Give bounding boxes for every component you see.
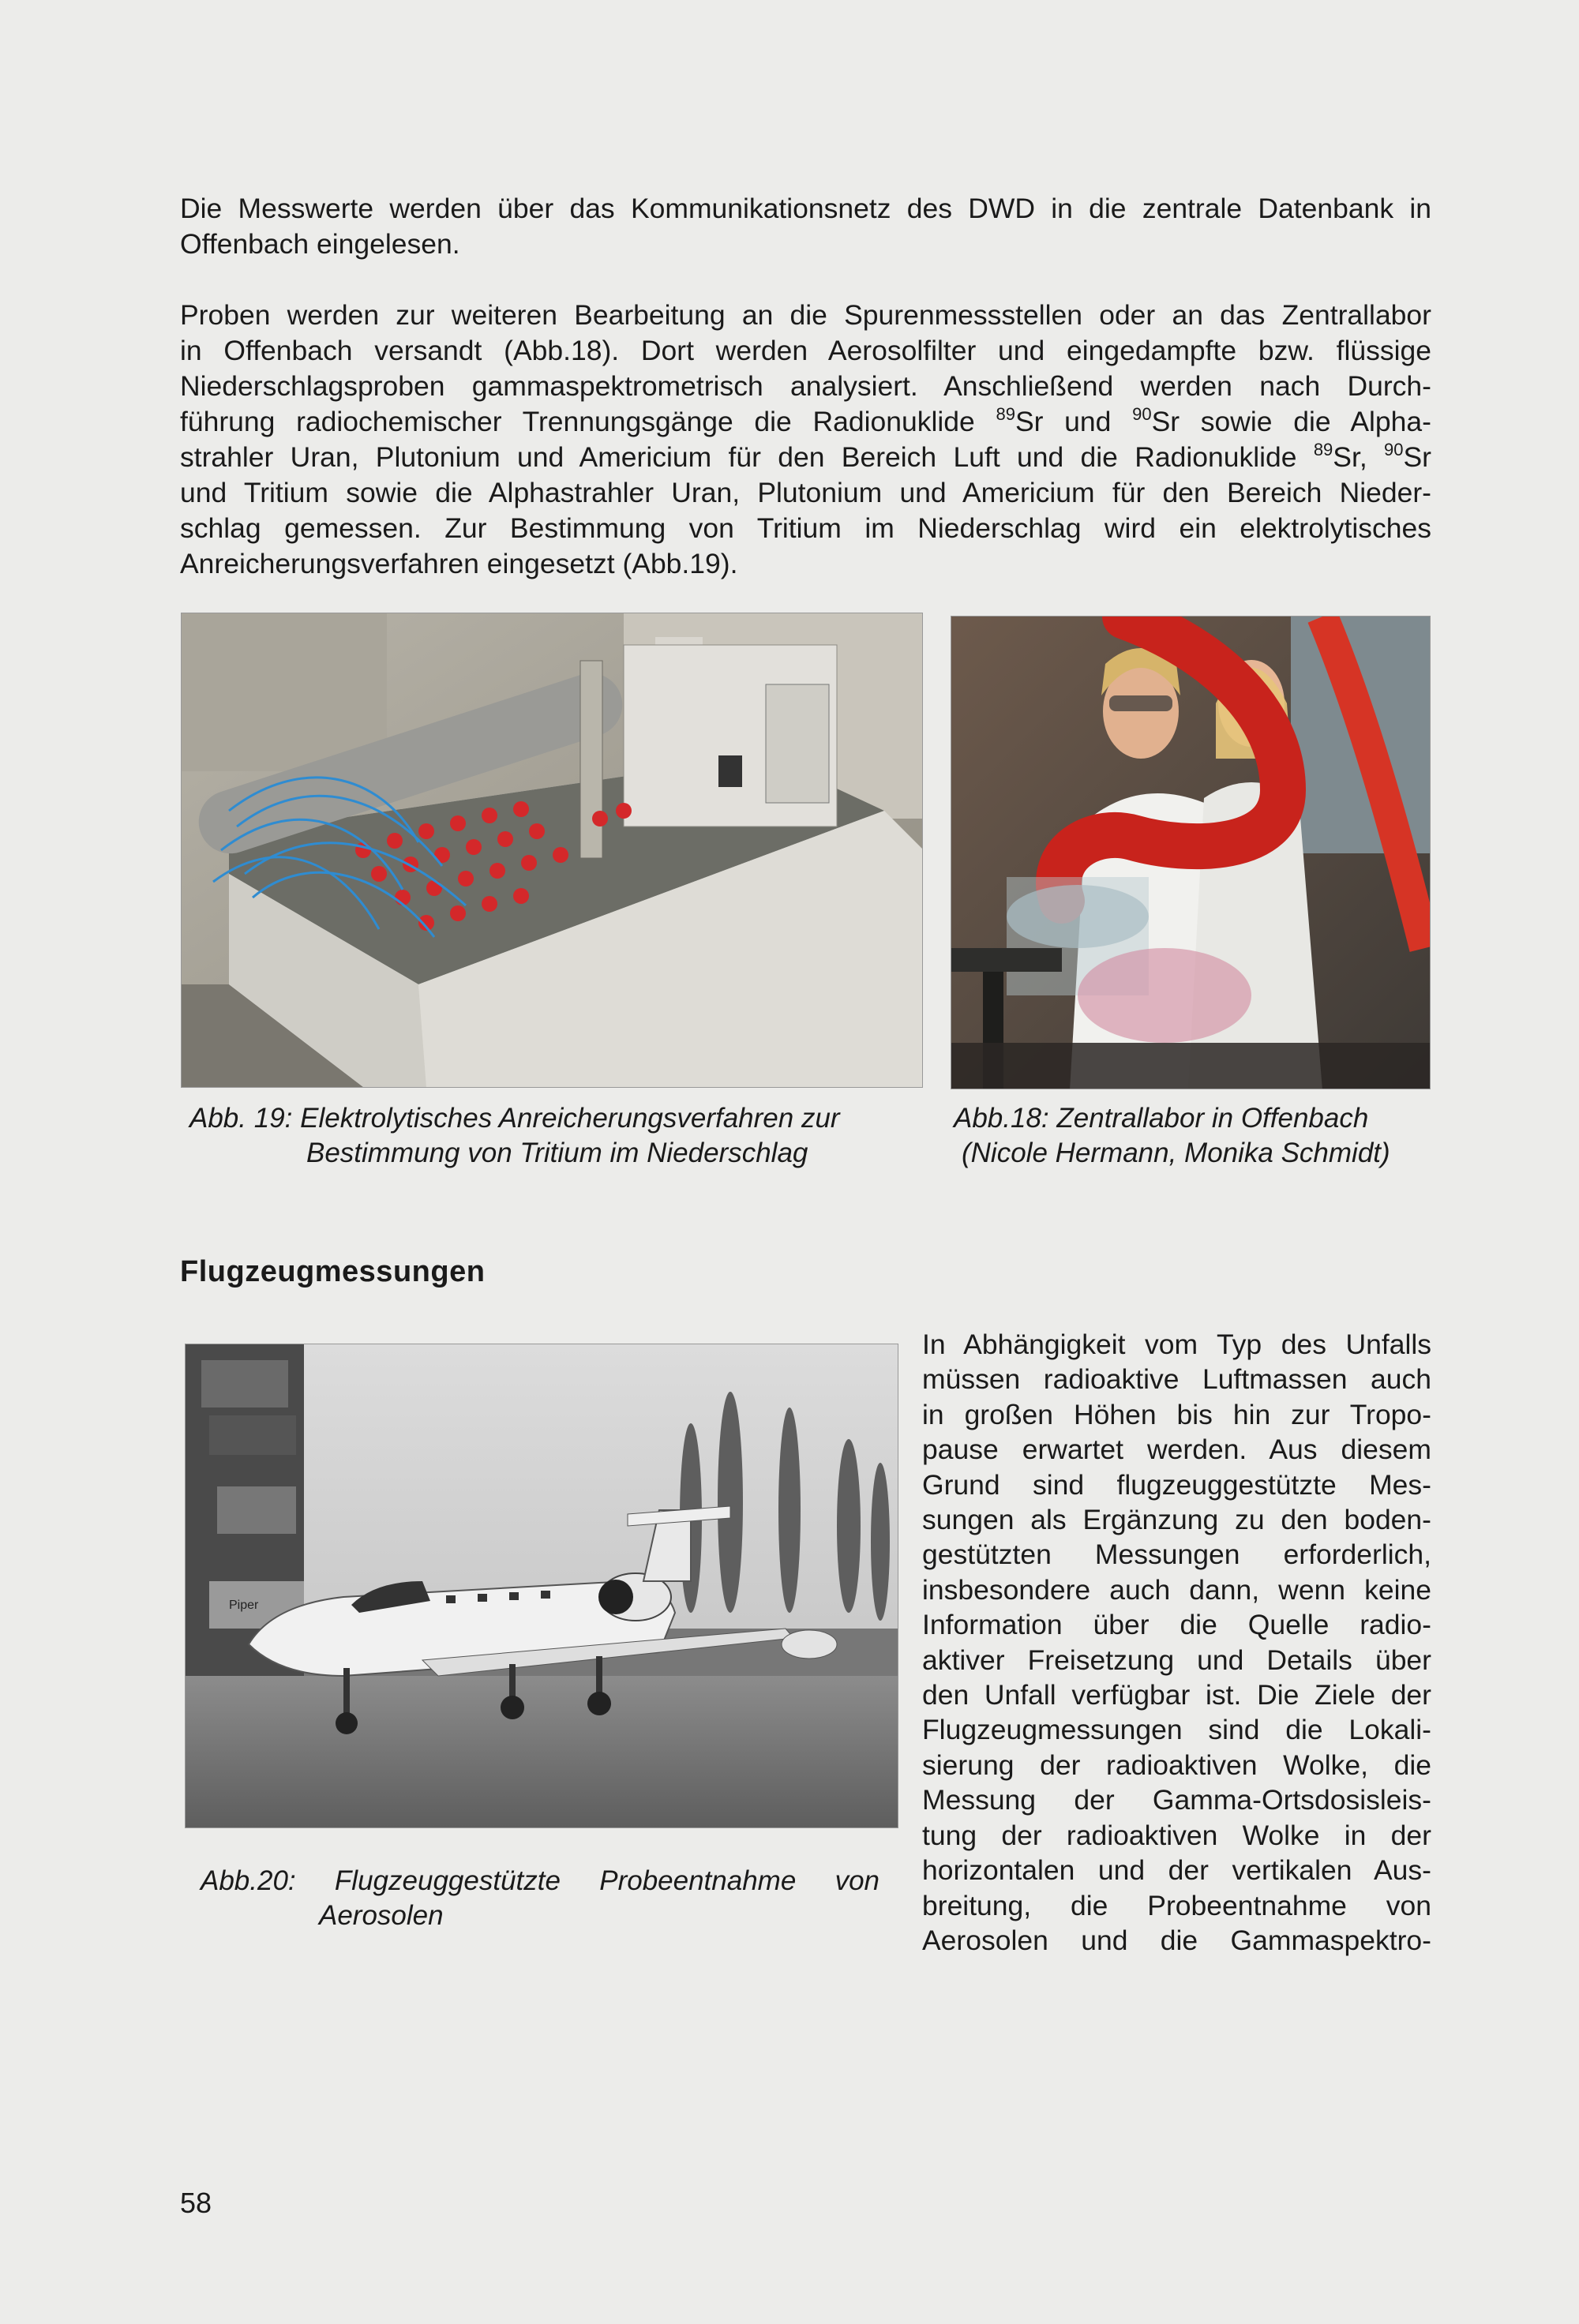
- figure-18-photo: [951, 616, 1431, 1089]
- figure-19-photo: [181, 613, 923, 1088]
- figure-19-caption-line-1: Abb. 19: Elektrolytisches Anreicherungsverfahren zur: [189, 1103, 840, 1134]
- figure-20-caption-line-1: Abb.20: Flugzeuggestützte Probeentnahme von: [201, 1865, 880, 1896]
- page-number: 58: [180, 2187, 212, 2219]
- text-run: Sr: [1403, 441, 1431, 473]
- paragraph-2-line-5: [180, 440, 1431, 475]
- paragraph-2-line-2: in Offenbach versandt (Abb.18). Dort werden Aerosolfilter und eingedampfte bzw. flüssige: [180, 335, 1431, 366]
- figure-18-caption-line-2: (Nicole Hermann, Monika Schmidt): [962, 1138, 1390, 1168]
- text-line: sungen als Ergänzung zu den boden-: [922, 1504, 1431, 1536]
- paragraph-2-line-8: Anreicherungsverfahren eingesetzt (Abb.19).: [180, 548, 738, 579]
- text-line: breitung, die Probeentnahme von: [922, 1889, 1431, 1921]
- figure-18-caption-line-1: Abb.18: Zentrallabor in Offenbach: [954, 1103, 1369, 1134]
- text-line: müssen radioaktive Luftmassen auch: [922, 1363, 1431, 1396]
- text-line: insbesondere auch dann, wenn keine: [922, 1573, 1431, 1606]
- text-line: Messung der Gamma-Ortsdosisleis-: [922, 1784, 1431, 1816]
- aircraft-image: [186, 1344, 898, 1827]
- figure-19-caption-line-2: Bestimmung von Tritium im Niederschlag: [306, 1138, 808, 1168]
- figure-20-caption-line-2: Aerosolen: [319, 1900, 444, 1931]
- text-line: pause erwartet werden. Aus diesem: [922, 1434, 1431, 1466]
- text-line: den Unfall verfügbar ist. Die Ziele der: [922, 1679, 1431, 1711]
- text-line: sierung der radioaktiven Wolke, die: [922, 1749, 1431, 1781]
- section-heading: Flugzeugmessungen: [180, 1255, 486, 1288]
- superscript-89: 89: [1313, 440, 1333, 459]
- text-line: gestützten Messungen erforderlich,: [922, 1539, 1431, 1571]
- text-line: in großen Höhen bis hin zur Tropo-: [922, 1398, 1431, 1430]
- text-run: Sr sowie die Alpha-: [1151, 406, 1431, 437]
- figure-20-photo: [185, 1344, 898, 1828]
- right-column-text: [922, 1327, 1431, 1958]
- paragraph-2-line-4: [180, 404, 1431, 440]
- text-line: Information über die Quelle radio-: [922, 1609, 1431, 1641]
- text-line: Flugzeugmessungen sind die Lokali-: [922, 1714, 1431, 1746]
- paragraph-2: [180, 298, 1431, 582]
- text-line: Grund sind flugzeuggestützte Mes-: [922, 1468, 1431, 1501]
- superscript-89: 89: [996, 404, 1015, 424]
- text-run: Sr,: [1333, 441, 1385, 473]
- text-run: strahler Uran, Plutonium und Americium für den Bereich Luft und die Radionuklide: [180, 441, 1314, 473]
- superscript-90: 90: [1132, 404, 1152, 424]
- laboratory-image: [951, 617, 1430, 1089]
- paragraph-2-line-1: Proben werden zur weiteren Bearbeitung an die Spurenmessstellen oder an das Zentrallabor: [180, 299, 1431, 331]
- text-line: Aerosolen und die Gammaspektro-: [922, 1924, 1431, 1956]
- text-line: tung der radioaktiven Wolke in der: [922, 1819, 1431, 1851]
- piper-sign-text: Piper: [229, 1599, 259, 1612]
- paragraph-1-line-2: Offenbach eingelesen.: [180, 228, 460, 260]
- text-line: horizontalen und der vertikalen Aus-: [922, 1854, 1431, 1887]
- text-run: führung radiochemischer Trennungsgänge die Radionuklide: [180, 406, 996, 437]
- paragraph-2-line-7: schlag gemessen. Zur Bestimmung von Tritium im Niederschlag wird ein elektrolytisches: [180, 512, 1431, 544]
- paragraph-1: [180, 191, 1431, 262]
- text-run: Sr und: [1015, 406, 1133, 437]
- electrolysis-apparatus-image: [182, 613, 922, 1087]
- text-line: In Abhängigkeit vom Typ des Unfalls: [922, 1329, 1431, 1360]
- paragraph-2-line-6: und Tritium sowie die Alphastrahler Uran, Plutonium und Americium für den Bereich Nieder-: [180, 477, 1431, 508]
- paragraph-2-line-3: Niederschlagsproben gammaspektrometrisch analysiert. Anschließend werden nach Durch-: [180, 370, 1431, 402]
- superscript-90: 90: [1384, 440, 1404, 459]
- text-line: aktiver Freisetzung und Details über: [922, 1644, 1431, 1676]
- paragraph-1-line-1: Die Messwerte werden über das Kommunikationsnetz des DWD in die zentrale Datenbank in: [180, 193, 1431, 224]
